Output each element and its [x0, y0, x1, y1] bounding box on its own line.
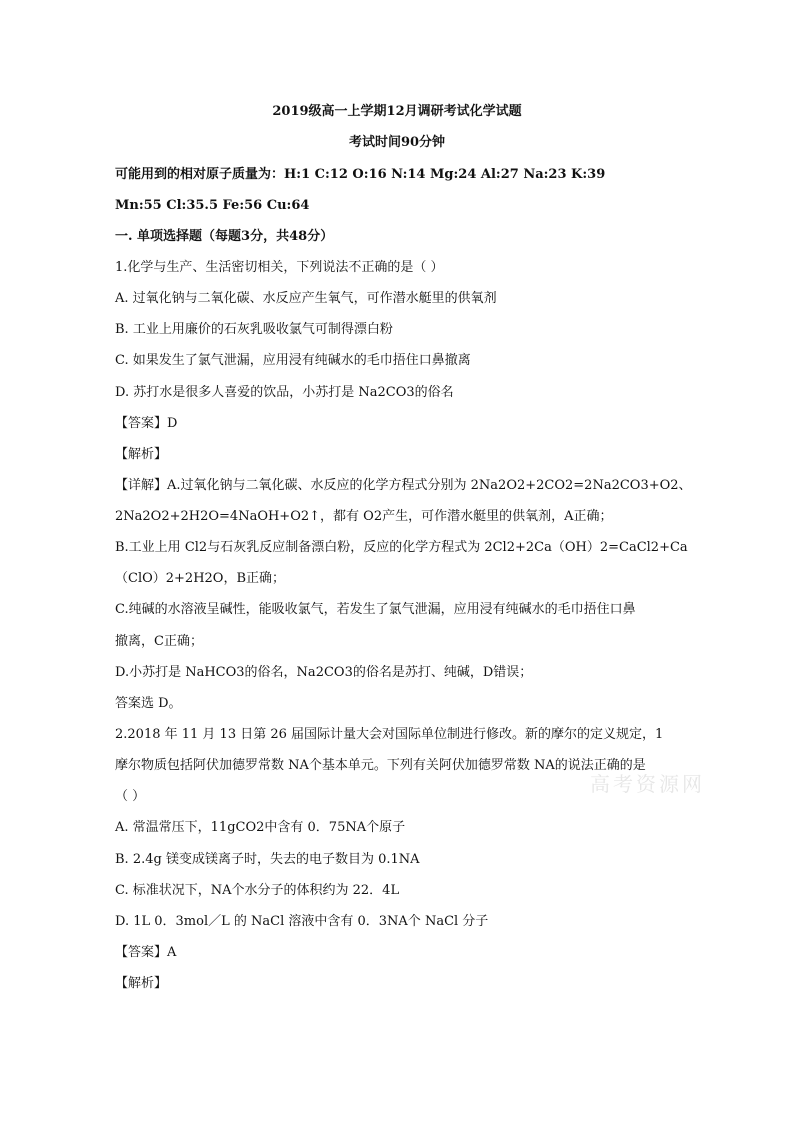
q2-option-b: B. 2.4g 镁变成镁离子时，失去的电子数目为 0.1NA — [115, 852, 420, 867]
q1-detail-b-1: B.工业上用 Cl2与石灰乳反应制备漂白粉，反应的化学方程式为 2Cl2+2Ca（OH）2=CaCl2+Ca — [115, 540, 688, 555]
section-title: 一. 单项选择题（每题3分，共48分） — [115, 229, 334, 244]
q1-detail-b-2: （ClO）2+2H2O，B正确； — [115, 571, 286, 586]
q2-option-d: D. 1L 0．3mol／L 的 NaCl 溶液中含有 0．3NA个 NaCl 分子 — [115, 914, 489, 929]
q1-option-d — [115, 385, 454, 401]
q1-conclusion: 答案选 D。 — [115, 696, 182, 711]
q2-stem-1: 2.2018 年 11 月 13 日第 26 届国际计量大会对国际单位制进行修改。新的摩尔的定义规定，1 — [115, 727, 664, 742]
exam-time: 考试时间90分钟 — [348, 135, 446, 150]
q1-answer: 【答案】D — [115, 416, 178, 431]
q1-option-c: C. 如果发生了氯气泄漏，应用浸有纯碱水的毛巾捂住口鼻撤离 — [115, 353, 471, 368]
q1-detail-a-1: 【详解】A.过氧化钠与二氧化碳、水反应的化学方程式分别为 2Na2O2+2CO2=2Na2CO3+O2、 — [115, 478, 692, 493]
q2-option-a: A. 常温常压下，11gCO2中含有 0．75NA个原子 — [115, 820, 406, 835]
atomic-mass-line-1: 可能用到的相对原子质量为：H:1 C:12 O:16 N:14 Mg:24 Al:27 Na:23 K:39 — [115, 167, 606, 182]
q1-detail-a-2: 2Na2O2+2H2O=4NaOH+O2↑，都有 O2产生，可作潜水艇里的供氧剂，A正确； — [115, 509, 613, 524]
q2-stem-2: 摩尔物质包括阿伏加德罗常数 NA个基本单元。下列有关阿伏加德罗常数 NA的说法正确的是 — [115, 758, 646, 773]
q2-answer: 【答案】A — [115, 945, 177, 960]
q2-analysis-label: 【解析】 — [115, 976, 168, 991]
q1-stem: 1.化学与生产、生活密切相关，下列说法不正确的是（ ） — [115, 260, 444, 275]
q1-option-a: A. 过氧化钠与二氧化碳、水反应产生氧气，可作潜水艇里的供氧剂 — [115, 291, 497, 306]
q1-analysis-label: 【解析】 — [115, 447, 168, 462]
q2-stem-3: （ ） — [115, 789, 146, 804]
q1-option-d-text: D. 苏打水是很多人喜爱的饮品，小苏打是 — [115, 385, 359, 400]
q1-option-d-formula: Na2CO3 — [358, 385, 415, 400]
watermark: 高考资源网 — [590, 772, 705, 796]
q2-option-c: C. 标准状况下，NA个水分子的体积约为 22．4L — [115, 883, 400, 898]
atomic-mass-line-2: Mn:55 Cl:35.5 Fe:56 Cu:64 — [115, 198, 310, 213]
q1-option-d-suffix: 的俗名 — [414, 385, 454, 400]
q1-detail-c-2: 撤离，C正确； — [115, 634, 203, 649]
q1-option-b: B. 工业上用廉价的石灰乳吸收氯气可制得漂白粉 — [115, 322, 393, 337]
exam-title: 2019级高一上学期12月调研考试化学试题 — [272, 104, 522, 119]
q1-detail-c-1: C.纯碱的水溶液呈碱性，能吸收氯气，若发生了氯气泄漏，应用浸有纯碱水的毛巾捂住口鼻 — [115, 602, 636, 617]
q1-detail-d: D.小苏打是 NaHCO3的俗名，Na2CO3的俗名是苏打、纯碱，D错误； — [115, 665, 533, 680]
